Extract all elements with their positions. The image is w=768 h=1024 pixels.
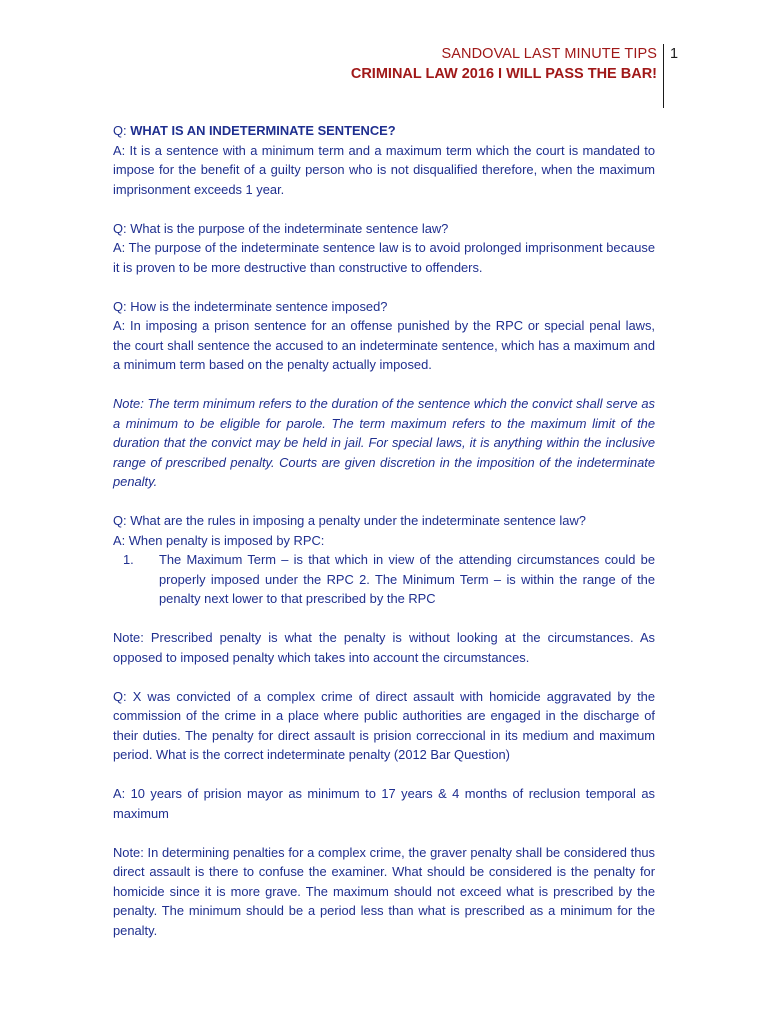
- note-3: Note: In determining penalties for a complex crime, the graver penalty shall be considered thus direct assault is there to confuse the examiner. What should be considered is the penalty for homicide since it is more grave. The maximum should not exceed what is prescribed by the penalty. The minimum should be a period less than what is prescribed as a minimum for the penalty.: [113, 844, 655, 938]
- page-number: 1: [670, 46, 679, 62]
- question-5: Q: X was convicted of a complex crime of direct assault with homicide aggravated by the commission of the crime in a place where public authorities are engaged in the discharge of their duties. The penalty for direct assault is prision correccional in its medium and maximum period. What is the correct indeterminate penalty (2012 Bar Question): [113, 688, 655, 762]
- page-header: [351, 44, 664, 108]
- list-number: 1.: [123, 552, 134, 567]
- answer-3: A: In imposing a prison sentence for an offense punished by the RPC or special penal laws, the court shall sentence the accused to an indeterminate sentence, which has a maximum and a minimum term based on the penalty actually imposed.: [113, 318, 655, 372]
- question-title: WHAT IS AN INDETERMINATE SENTENCE?: [126, 123, 396, 138]
- note-1: Note: The term minimum refers to the duration of the sentence which the convict shall serve as a minimum to be eligible for parole. The term maximum refers to the maximum limit of the duration that the convict may be held in jail. For special laws, it is anything within the inclusive range of prescribed penalty. Courts are given discretion in the imposition of the indeterminate penalty.: [113, 396, 655, 489]
- qa-block-1: [113, 121, 655, 199]
- question-prefix: Q:: [113, 123, 127, 138]
- list-item: [113, 550, 655, 609]
- qa-block-4: [113, 511, 655, 609]
- list-text: The Maximum Term – is that which in view of the attending circumstances could be properly imposed under the RPC 2. The Minimum Term – is within the range of the penalty next lower to that prescribed by the RPC: [159, 552, 655, 606]
- question-3: Q: How is the indeterminate sentence imposed?: [113, 298, 388, 314]
- header-subtitle: CRIMINAL LAW 2016 I WILL PASS THE BAR!: [350, 66, 657, 82]
- question-2: Q: What is the purpose of the indeterminate sentence law?: [113, 220, 449, 236]
- answer-5: A: 10 years of prision mayor as minimum to 17 years & 4 months of reclusion temporal as maximum: [113, 786, 655, 821]
- rules-list: [113, 550, 655, 609]
- answer-1: A: It is a sentence with a minimum term and a maximum term which the court is mandated to impose for the benefit of a guilty person who is not disqualified therefore, when the maximum imprisonment exceeds 1 year.: [113, 142, 655, 197]
- note-2: Note: Prescribed penalty is what the penalty is without looking at the circumstances. As opposed to imposed penalty which takes into account the circumstances.: [113, 630, 655, 665]
- qa-block-2: [113, 219, 655, 278]
- qa-block-3: [113, 297, 655, 375]
- header-title: SANDOVAL LAST MINUTE TIPS: [441, 46, 657, 62]
- document-body: [113, 121, 655, 960]
- answer-4-intro: A: When penalty is imposed by RPC:: [113, 532, 325, 548]
- question-4: Q: What are the rules in imposing a penalty under the indeterminate sentence law?: [113, 513, 586, 528]
- question-1: [113, 121, 655, 141]
- answer-2: A: The purpose of the indeterminate sentence law is to avoid prolonged imprisonment because it is proven to be more destructive than constructive to offenders.: [113, 240, 655, 275]
